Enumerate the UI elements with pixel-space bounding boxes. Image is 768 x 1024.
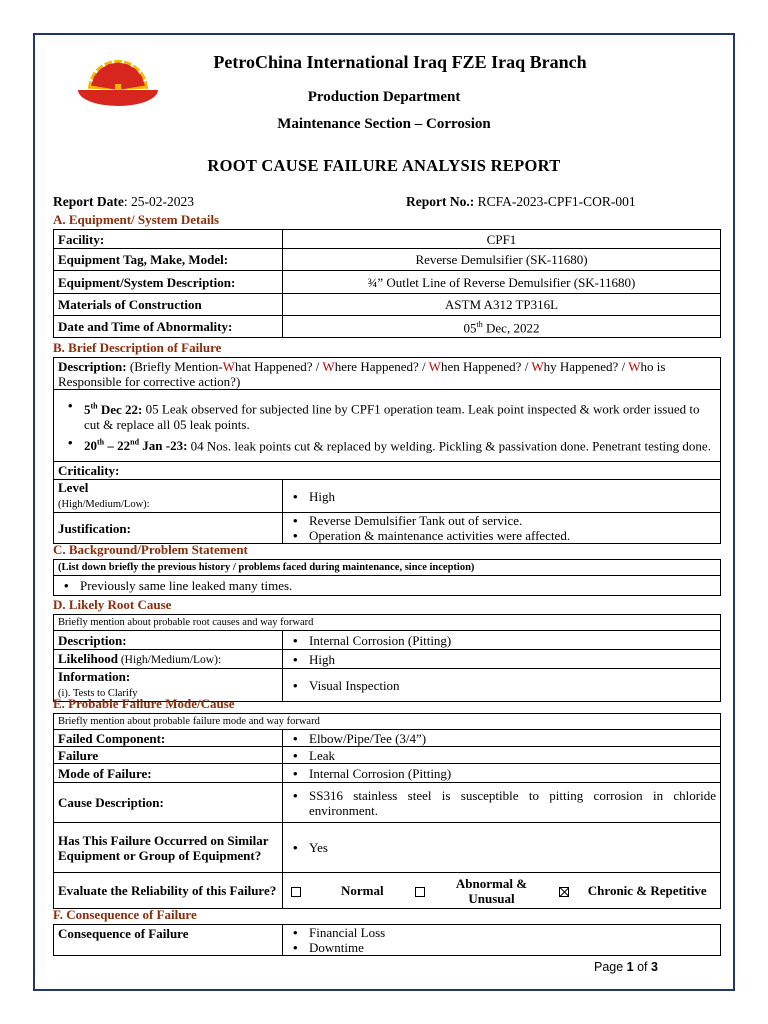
section-d-heading: D. Likely Root Cause xyxy=(53,597,172,612)
table-row: Date and Time of Abnormality: 05th Dec, 2022 xyxy=(54,316,721,338)
consequence-table xyxy=(53,924,721,956)
department-name: Production Department xyxy=(307,89,461,105)
table-row: Consequence of Failure • Financial Loss • Downtime xyxy=(54,925,721,956)
section-name: Maintenance Section – Corrosion xyxy=(277,116,491,132)
table-row: Equipment Tag, Make, Model: Reverse Demulsifier (SK-11680) xyxy=(54,249,721,271)
table-row: Likelihood (High/Medium/Low): • High xyxy=(54,650,721,669)
table-row xyxy=(54,358,721,390)
table-row: (List down briefly the previous history / problems faced during maintenance, since inception) xyxy=(54,560,721,576)
table-row xyxy=(54,390,721,462)
table-row: Briefly mention about probable failure mode and way forward xyxy=(54,714,721,730)
table-row: Description: • Internal Corrosion (Pitting) xyxy=(54,631,721,650)
checkbox-abnormal[interactable] xyxy=(415,887,425,897)
option-normal[interactable]: Normal xyxy=(283,873,409,909)
table-row: Facility: CPF1 xyxy=(54,230,721,249)
table-row: Cause Description: • SS316 stainless steel is susceptible to pitting corrosion in chloride environment. xyxy=(54,783,721,823)
table-row: Briefly mention about probable root causes and way forward xyxy=(54,615,721,631)
table-row: Mode of Failure: • Internal Corrosion (Pitting) xyxy=(54,764,721,783)
section-e-heading: E. Probable Failure Mode/Cause xyxy=(53,696,235,711)
company-name: PetroChina International Iraq FZE Iraq Branch xyxy=(213,52,587,72)
table-row: Materials of Construction ASTM A312 TP316L xyxy=(54,294,721,316)
option-abnormal-label: Abnormal & Unusual xyxy=(431,873,553,909)
table-row: • Previously same line leaked many times. xyxy=(54,576,721,596)
checkbox-normal[interactable] xyxy=(291,887,301,897)
level-label: Level (High/Medium/Low): xyxy=(54,480,283,513)
background-table xyxy=(53,559,721,596)
likelihood-label: Likelihood (High/Medium/Low): xyxy=(54,650,283,669)
table-row: Equipment/System Description: ¾” Outlet Line of Reverse Demulsifier (SK-11680) xyxy=(54,271,721,294)
page-number: Page 1 of 3 xyxy=(594,960,658,974)
table-row: Criticality: xyxy=(54,462,721,480)
information-label: Information: (i). Tests to Clarify xyxy=(54,669,283,702)
checkbox-chronic-checked[interactable] xyxy=(559,887,569,897)
table-row: Evaluate the Reliability of this Failure? Normal Abnormal & Unusual Chronic & Repetitive xyxy=(54,873,721,909)
option-chronic-label: Chronic & Repetitive xyxy=(575,873,721,909)
table-row: Level (High/Medium/Low): • High xyxy=(54,480,721,513)
report-number: Report No.: RCFA-2023-CPF1-COR-001 xyxy=(406,194,636,209)
failure-mode-table xyxy=(53,713,721,909)
timeline-item: • 20th – 22nd Jan -23: 04 Nos. leak points cut & replaced by welding. Pickling & passivation done. Penetrant testing done. xyxy=(84,435,716,453)
report-title: ROOT CAUSE FAILURE ANALYSIS REPORT xyxy=(207,156,561,175)
timeline-item: • 5th Dec 22: 05 Leak observed for subjected line by CPF1 operation team. Leak point inspected & work order issued to cut & replace all 05 leak points. xyxy=(84,398,716,431)
description-prompt: Description: (Briefly Mention-What Happened? / Where Happened? / When Happened? / Why Happened? / Who is Responsible for corrective action?) xyxy=(54,358,721,390)
table-row: Has This Failure Occurred on Similar Equipment or Group of Equipment? • Yes xyxy=(54,823,721,873)
section-a-heading: A. Equipment/ System Details xyxy=(53,212,220,227)
equipment-details-table xyxy=(53,229,721,338)
root-cause-table xyxy=(53,614,721,702)
failure-description-table xyxy=(53,357,721,544)
report-date: Report Date: 25-02-2023 xyxy=(53,194,194,209)
table-row: Failed Component: • Elbow/Pipe/Tee (3/4”) xyxy=(54,730,721,747)
table-row: Justification: • Reverse Demulsifier Tank out of service. • Operation & maintenance activities were affected. xyxy=(54,513,721,544)
abnormality-date: 05th Dec, 2022 xyxy=(283,316,721,338)
table-row: Information: (i). Tests to Clarify • Visual Inspection xyxy=(54,669,721,702)
table-row: Failure • Leak xyxy=(54,747,721,764)
section-b-heading: B. Brief Description of Failure xyxy=(53,340,222,355)
section-f-heading: F. Consequence of Failure xyxy=(53,907,197,922)
section-c-heading: C. Background/Problem Statement xyxy=(53,542,248,557)
